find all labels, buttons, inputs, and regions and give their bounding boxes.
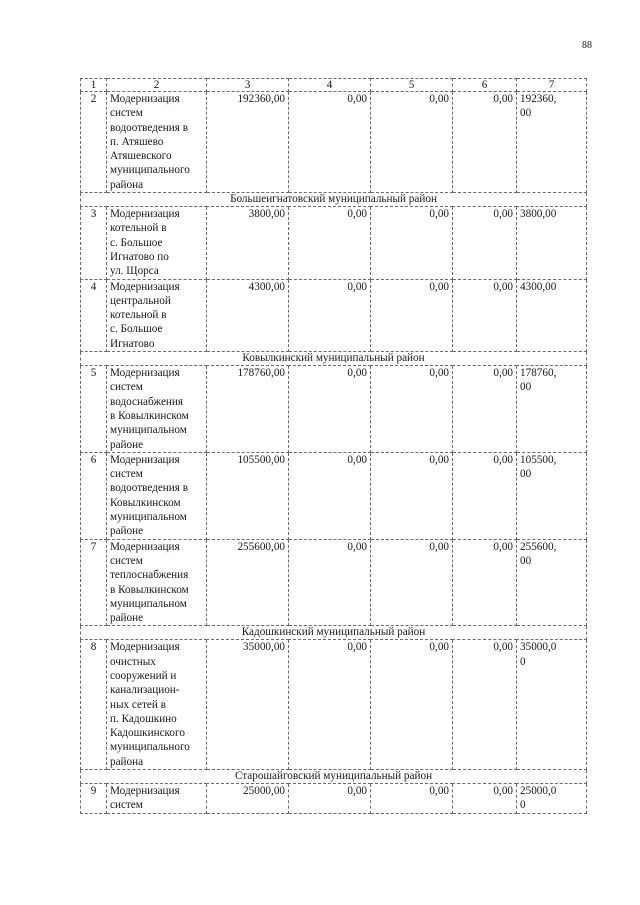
row-number: 9: [81, 784, 107, 814]
amount-col3: 178760,00: [207, 366, 289, 453]
column-header: 4: [289, 79, 371, 92]
amount-col5: 0,00: [371, 640, 453, 770]
district-row: [81, 193, 587, 207]
amount-col3: 35000,00: [207, 640, 289, 770]
project-name: Модернизация очистных сооружений и канализацион- ных сетей в п. Кадошкино Кадошкинского муниципального района: [107, 640, 207, 770]
table-body: [81, 92, 587, 814]
row-number: 2: [81, 92, 107, 193]
amount-col5: 0,00: [371, 366, 453, 453]
table-row: [81, 207, 587, 279]
amount-col4: 0,00: [289, 279, 371, 351]
column-header: 2: [107, 79, 207, 92]
row-number: 3: [81, 207, 107, 279]
table-row: [81, 92, 587, 193]
amount-col3: 192360,00: [207, 92, 289, 193]
district-title: Ковылкинский муниципальный район: [81, 352, 587, 366]
project-name: Модернизация центральной котельной в с. Большое Игнатово: [107, 279, 207, 351]
amount-col5: 0,00: [371, 539, 453, 626]
district-row: [81, 770, 587, 784]
amount-col3: 4300,00: [207, 279, 289, 351]
header-row: [81, 79, 587, 92]
project-name: Модернизация систем водоотведения в п. Атяшево Атяшевского муниципального района: [107, 92, 207, 193]
amount-col5: 0,00: [371, 279, 453, 351]
district-row: [81, 626, 587, 640]
amount-col4: 0,00: [289, 207, 371, 279]
amount-total: 255600, 00: [517, 539, 587, 626]
amount-total: 3800,00: [517, 207, 587, 279]
row-number: 6: [81, 452, 107, 539]
amount-total: 4300,00: [517, 279, 587, 351]
district-row: [81, 352, 587, 366]
amount-col5: 0,00: [371, 784, 453, 814]
amount-col5: 0,00: [371, 452, 453, 539]
amount-col6: 0,00: [453, 452, 517, 539]
amount-col6: 0,00: [453, 366, 517, 453]
amount-col3: 105500,00: [207, 452, 289, 539]
amount-col4: 0,00: [289, 366, 371, 453]
table-row: [81, 366, 587, 453]
table-row: [81, 452, 587, 539]
row-number: 4: [81, 279, 107, 351]
amount-col6: 0,00: [453, 279, 517, 351]
project-name: Модернизация систем водоснабжения в Ковылкинском муниципальном районе: [107, 366, 207, 453]
column-header: 1: [81, 79, 107, 92]
amount-col6: 0,00: [453, 92, 517, 193]
table-row: [81, 539, 587, 626]
table-row: [81, 279, 587, 351]
amount-col3: 255600,00: [207, 539, 289, 626]
amount-total: 35000,0 0: [517, 640, 587, 770]
amount-total: 192360, 00: [517, 92, 587, 193]
amount-total: 25000,0 0: [517, 784, 587, 814]
amount-col6: 0,00: [453, 640, 517, 770]
column-header: 6: [453, 79, 517, 92]
table-row: [81, 784, 587, 814]
column-header: 5: [371, 79, 453, 92]
amount-col3: 3800,00: [207, 207, 289, 279]
row-number: 7: [81, 539, 107, 626]
amount-col3: 25000,00: [207, 784, 289, 814]
table-row: [81, 640, 587, 770]
amount-col6: 0,00: [453, 207, 517, 279]
project-name: Модернизация систем: [107, 784, 207, 814]
column-header: 7: [517, 79, 587, 92]
district-title: Кадошкинский муниципальный район: [81, 626, 587, 640]
district-title: Большеигнатовский муниципальный район: [81, 193, 587, 207]
amount-col5: 0,00: [371, 92, 453, 193]
amount-col6: 0,00: [453, 539, 517, 626]
row-number: 5: [81, 366, 107, 453]
amount-col6: 0,00: [453, 784, 517, 814]
amount-col5: 0,00: [371, 207, 453, 279]
amount-col4: 0,00: [289, 784, 371, 814]
amount-col4: 0,00: [289, 640, 371, 770]
project-name: Модернизация систем водоотведения в Ковылкинском муниципальном районе: [107, 452, 207, 539]
funding-table: [80, 78, 587, 814]
amount-total: 105500, 00: [517, 452, 587, 539]
amount-col4: 0,00: [289, 92, 371, 193]
project-name: Модернизация котельной в с. Большое Игнатово по ул. Щорса: [107, 207, 207, 279]
page-number: 88: [582, 40, 592, 51]
column-header: 3: [207, 79, 289, 92]
district-title: Старошайговский муниципальный район: [81, 770, 587, 784]
row-number: 8: [81, 640, 107, 770]
amount-col4: 0,00: [289, 452, 371, 539]
amount-col4: 0,00: [289, 539, 371, 626]
project-name: Модернизация систем теплоснабжения в Ковылкинском муниципальном районе: [107, 539, 207, 626]
amount-total: 178760, 00: [517, 366, 587, 453]
